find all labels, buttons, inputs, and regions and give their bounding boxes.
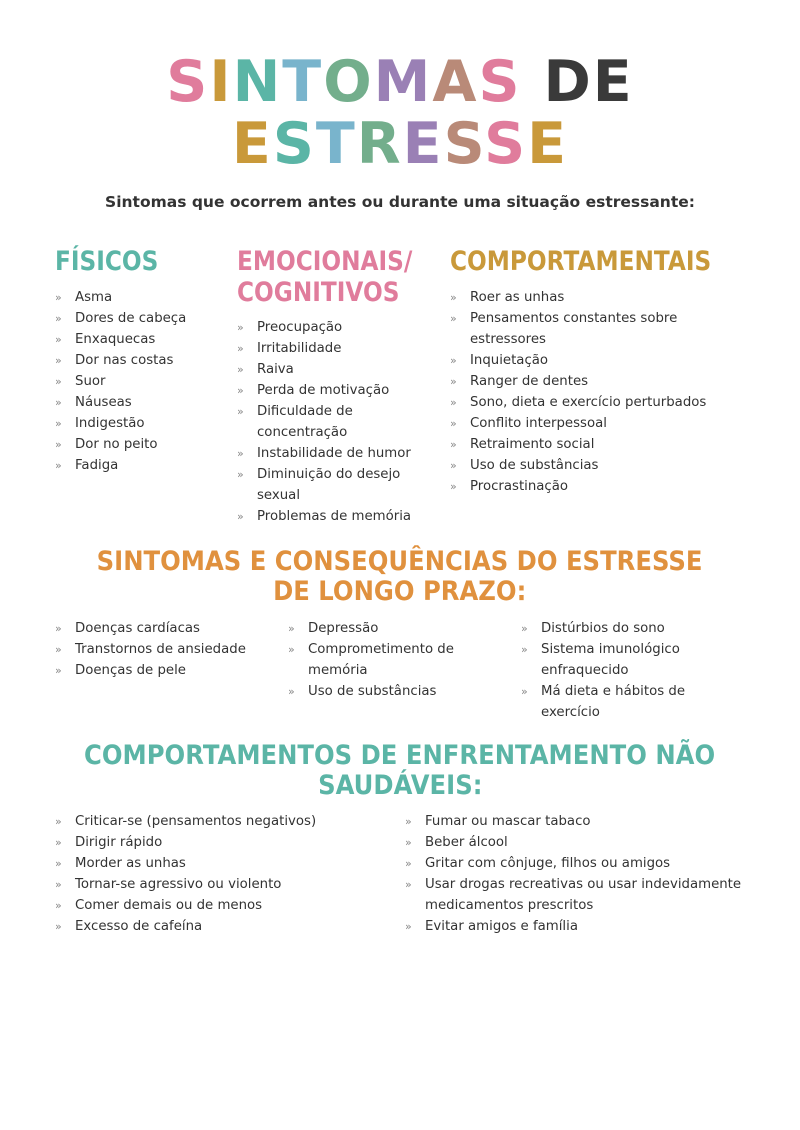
title-letter: M [373,49,433,115]
list-item [55,350,230,371]
bullet-icon: » [237,342,244,355]
bullet-icon: » [450,312,457,325]
list-item [450,434,740,455]
list-item [237,338,432,359]
list-item [55,853,385,874]
list-item [450,371,740,392]
title-letter: I [209,49,233,115]
list-item-text: Enxaquecas [75,332,156,347]
bullet-icon: » [450,459,457,472]
list-item [450,287,740,308]
list-item-text: Dificuldade de concentração [257,404,353,440]
list-item-text: Sistema imunológico enfraquecido [541,642,680,678]
list-longo-prazo-col3 [521,618,701,723]
list-item-text: Sono, dieta e exercício perturbados [470,395,707,410]
list-item [405,832,745,853]
bullet-icon: » [450,354,457,367]
list-item-text: Irritabilidade [257,341,342,356]
list-item [521,618,701,639]
title-letter: D [543,49,593,115]
list-item-text: Dirigir rápido [75,835,163,850]
bullet-icon: » [521,685,528,698]
list-comportamentais [450,287,740,497]
heading-text: SAUDÁVEIS: [317,770,483,801]
list-item-text: Asma [75,290,113,305]
title-letter: S [478,49,522,115]
bullet-icon: » [405,836,412,849]
list-item-text: Dor no peito [75,437,158,452]
heading-enfrentamento-line1 [0,741,800,771]
list-item [55,413,230,434]
list-item [55,434,230,455]
list-item-text: Perda de motivação [257,383,390,398]
heading-longo-prazo-line1 [0,547,800,577]
list-item [55,639,275,660]
title-letter: E [402,111,444,177]
title-letter: R [356,111,403,177]
heading-fisicos: FÍSICOS [55,246,159,277]
bullet-icon: » [288,622,295,635]
bullet-icon: » [405,857,412,870]
list-item [55,832,385,853]
list-item-text: Náuseas [75,395,132,410]
heading-text: SINTOMAS E CONSEQUÊNCIAS DO ESTRESSE [97,546,703,577]
list-item-text: Retraimento social [470,437,595,452]
list-item-text: Doenças cardíacas [75,621,200,636]
list-item [55,895,385,916]
bullet-icon: » [55,396,62,409]
subtitle: Sintomas que ocorrem antes ou durante uma situação estressante: [105,193,695,211]
bullet-icon: » [55,664,62,677]
title-letter: T [282,49,324,115]
list-item-text: Distúrbios do sono [541,621,665,636]
heading-enfrentamento-line2 [0,771,800,801]
bullet-icon: » [288,643,295,656]
title-letter: S [484,111,528,177]
list-fisicos [55,287,230,476]
list-item [237,464,432,506]
list-item-text: Conflito interpessoal [470,416,607,431]
bullet-icon: » [405,878,412,891]
list-item [55,287,230,308]
list-item-text: Criticar-se (pensamentos negativos) [75,814,317,829]
bullet-icon: » [450,291,457,304]
bullet-icon: » [237,405,244,418]
bullet-icon: » [450,396,457,409]
list-item [237,380,432,401]
list-item [55,660,275,681]
list-item-text: Excesso de cafeína [75,919,203,934]
list-item-text: Instabilidade de humor [257,446,411,461]
heading-text: DE LONGO PRAZO: [273,576,527,607]
bullet-icon: » [450,480,457,493]
title-letter: S [272,111,316,177]
title-letter: N [232,49,283,115]
bullet-icon: » [237,468,244,481]
list-item [55,329,230,350]
bullet-icon: » [237,447,244,460]
list-item-text: Transtornos de ansiedade [75,642,246,657]
bullet-icon: » [55,857,62,870]
list-item [405,916,745,937]
bullet-icon: » [55,899,62,912]
bullet-icon: » [55,417,62,430]
list-item [288,618,468,639]
list-item [237,506,432,527]
list-item-text: Dor nas costas [75,353,174,368]
list-item-text: Usar drogas recreativas ou usar indevidamente medicamentos prescritos [425,877,742,913]
list-item-text: Comer demais ou de menos [75,898,263,913]
list-item [450,413,740,434]
list-item-text: Fumar ou mascar tabaco [425,814,591,829]
list-item [55,455,230,476]
bullet-icon: » [288,685,295,698]
list-item-text: Problemas de memória [257,509,412,524]
list-item [55,618,275,639]
list-item-text: Inquietação [470,353,549,368]
bullet-icon: » [450,438,457,451]
list-item [405,874,745,916]
list-item-text: Doenças de pele [75,663,186,678]
list-item [450,476,740,497]
list-item-text: Ranger de dentes [470,374,589,389]
list-item [55,308,230,329]
list-item-text: Evitar amigos e família [425,919,578,934]
bullet-icon: » [55,354,62,367]
list-item [55,811,385,832]
list-item-text: Beber álcool [425,835,508,850]
list-item [288,639,468,681]
title-letter: E [231,111,273,177]
bullet-icon: » [521,622,528,635]
title-letter: A [432,49,479,115]
list-enfrentamento-col2 [405,811,745,937]
list-item-text: Diminuição do desejo sexual [257,467,401,503]
title-letter: O [323,49,374,115]
bullet-icon: » [405,920,412,933]
bullet-icon: » [55,333,62,346]
list-item [521,639,701,681]
list-item-text: Tornar-se agressivo ou violento [75,877,282,892]
list-item [405,853,745,874]
bullet-icon: » [450,417,457,430]
bullet-icon: » [55,815,62,828]
bullet-icon: » [237,384,244,397]
list-item [237,317,432,338]
title-letter [522,49,544,115]
list-item [55,916,385,937]
bullet-icon: » [237,321,244,334]
list-item [288,681,468,702]
list-item-text: Dores de cabeça [75,311,187,326]
list-item [55,874,385,895]
list-item [237,443,432,464]
list-item-text: Suor [75,374,106,389]
heading-cognitivos: COGNITIVOS [237,277,400,308]
list-item-text: Roer as unhas [470,290,565,305]
list-item-text: Gritar com cônjuge, filhos ou amigos [425,856,671,871]
list-item-text: Pensamentos constantes sobre estressores [470,311,678,347]
list-longo-prazo-col2 [288,618,468,702]
list-enfrentamento-col1 [55,811,385,937]
list-item-text: Preocupação [257,320,343,335]
title-letter: E [527,111,569,177]
heading-emocionais: EMOCIONAIS/ [237,246,413,277]
title-letter: E [592,49,634,115]
list-item-text: Fadiga [75,458,119,473]
list-item [450,392,740,413]
bullet-icon: » [55,643,62,656]
list-item [450,350,740,371]
list-longo-prazo-col1 [55,618,275,681]
list-item-text: Uso de substâncias [308,684,437,699]
list-emocionais [237,317,432,527]
list-item-text: Procrastinação [470,479,569,494]
list-item-text: Uso de substâncias [470,458,599,473]
bullet-icon: » [55,375,62,388]
title-line-1 [0,49,800,115]
bullet-icon: » [55,438,62,451]
bullet-icon: » [55,920,62,933]
bullet-icon: » [237,363,244,376]
list-item-text: Má dieta e hábitos de exercício [541,684,685,720]
title-letter: S [443,111,485,177]
heading-comportamentais: COMPORTAMENTAIS [450,246,712,277]
list-item-text: Indigestão [75,416,145,431]
title-letter: T [315,111,357,177]
bullet-icon: » [55,878,62,891]
bullet-icon: » [55,312,62,325]
title-letter: S [166,49,210,115]
list-item [450,308,740,350]
list-item-text: Morder as unhas [75,856,186,871]
list-item [237,401,432,443]
list-item [55,392,230,413]
title-line-2 [0,111,800,177]
bullet-icon: » [55,459,62,472]
bullet-icon: » [55,291,62,304]
bullet-icon: » [521,643,528,656]
list-item [237,359,432,380]
list-item [521,681,701,723]
list-item-text: Depressão [308,621,379,636]
list-item-text: Comprometimento de memória [308,642,454,678]
list-item [405,811,745,832]
list-item-text: Raiva [257,362,294,377]
bullet-icon: » [55,622,62,635]
bullet-icon: » [450,375,457,388]
bullet-icon: » [405,815,412,828]
bullet-icon: » [55,836,62,849]
heading-longo-prazo-line2 [0,577,800,607]
bullet-icon: » [237,510,244,523]
heading-text: COMPORTAMENTOS DE ENFRENTAMENTO NÃO [84,740,716,771]
list-item [450,455,740,476]
list-item [55,371,230,392]
